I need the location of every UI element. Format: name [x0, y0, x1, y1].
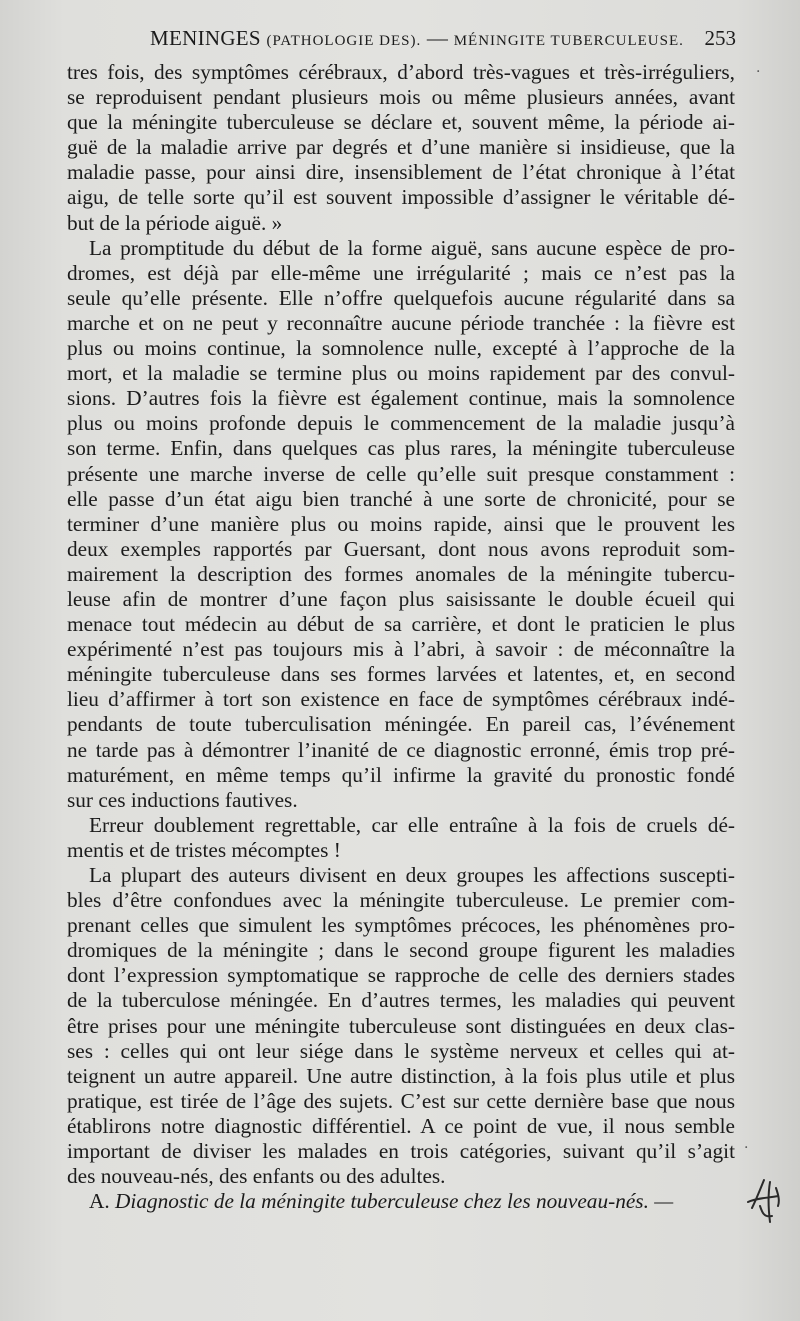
text-line: ne tarde pas à démontrer l’inanité de ce diagnostic erronné, émis trop pré-: [67, 737, 735, 762]
text-line: se reproduisent pendant plusieurs mois ou même plusieurs années, avant: [67, 85, 735, 110]
text-line: son terme. Enfin, dans quelques cas plus rares, la méningite tuberculeuse: [67, 436, 735, 461]
text-line: aigu, de telle sorte qu’il est souvent impossible d’assigner le véritable dé-: [67, 185, 735, 210]
text-line: marche et on ne peut y reconnaître aucune période tranchée : la fièvre est: [67, 310, 735, 335]
text-line: maturément, en même temps qu’il infirme la gravité du pronostic fondé: [67, 762, 735, 787]
margin-speck: ·: [756, 64, 761, 80]
text-line: plus ou moins continue, la somnolence nulle, excepté à l’approche de la: [67, 336, 735, 361]
text-line: mort, et la maladie se termine plus ou moins rapidement par des convul-: [67, 361, 735, 386]
text-line: mairement la description des formes anomales de la méningite tubercu-: [67, 561, 735, 586]
margin-speck: ·: [744, 1140, 749, 1156]
text-line: dromes, est déjà par elle-même une irrégularité ; mais ce n’est pas la: [67, 260, 735, 285]
text-line: pendants de toute tuberculisation méningée. En pareil cas, l’événement: [67, 712, 735, 737]
page-number: 253: [704, 26, 736, 50]
text-line: dromiques de la méningite ; dans le second groupe figurent les maladies: [67, 938, 735, 963]
section-heading: [67, 1189, 735, 1214]
section-heading-text: Diagnostic de la méningite tuberculeuse chez les nouveau-nés. —: [115, 1189, 674, 1214]
header-title-sub: (PATHOLOGIE DES).: [266, 33, 422, 49]
text-line: expérimenté n’est pas toujours mis à l’abri, à savoir : de méconnaître la: [67, 637, 735, 662]
text-line: que la méningite tuberculeuse se déclare et, souvent même, la période ai-: [67, 110, 735, 135]
body-text: [67, 60, 735, 1214]
text-line: plus ou moins profonde depuis le commencement de la maladie jusqu’à: [67, 411, 735, 436]
text-line: mentis et de tristes mécomptes !: [67, 837, 341, 862]
text-line: terminer d’une manière plus ou moins rapide, ainsi que le prouvent les: [67, 511, 735, 536]
text-line: sions. D’autres fois la fièvre est également continue, mais la somnolence: [67, 386, 735, 411]
text-line: prenant celles que simulent les symptômes précoces, les phénomènes pro-: [67, 913, 735, 938]
text-line: Erreur doublement regrettable, car elle entraîne à la fois de cruels dé-: [89, 812, 735, 837]
text-line: important de diviser les malades en trois catégories, suivant qu’il s’agit: [67, 1139, 735, 1164]
text-line: de la tuberculose méningée. En d’autres termes, les maladies qui peuvent: [67, 988, 735, 1013]
text-line: but de la période aiguë. »: [67, 210, 283, 235]
text-line: méningite tuberculeuse dans ses formes larvées et latentes, et, en second: [67, 662, 735, 687]
text-line: dont l’expression symptomatique se rapproche de celle des derniers stades: [67, 963, 735, 988]
text-line: deux exemples rapportés par Guersant, dont nous avons reproduit som-: [67, 536, 735, 561]
text-line: maladie passe, pour ainsi dire, insensiblement de l’état chronique à l’état: [67, 160, 735, 185]
text-line: pratique, est tirée de l’âge des sujets. C’est sur cette dernière base que nous: [67, 1088, 735, 1113]
section-heading-label: A.: [89, 1189, 110, 1214]
header-title-topic: MÉNINGITE TUBERCULEUSE.: [453, 33, 684, 49]
running-header: [150, 26, 736, 56]
text-line: teignent un autre appareil. Une autre distinction, à la fois plus utile et plus: [67, 1063, 735, 1088]
text-line: bles d’être confondues avec la méningite tuberculeuse. Le premier com-: [67, 888, 735, 913]
text-line: être prises pour une méningite tuberculeuse sont distinguées en deux clas-: [67, 1013, 735, 1038]
header-title: [150, 26, 684, 51]
header-title-main: MENINGES: [150, 26, 261, 50]
text-line: menace tout médecin au début de sa carrière, et dont le praticien le plus: [67, 612, 735, 637]
text-line: ses : celles qui ont leur siége dans le système nerveux et celles qui at-: [67, 1038, 735, 1063]
text-line: guë de la maladie arrive par degrés et d’une manière si insidieuse, que la: [67, 135, 735, 160]
text-line: leuse afin de montrer d’une façon plus saisissante le double écueil qui: [67, 586, 735, 611]
text-line: elle passe d’un état aigu bien tranché à une sorte de chronicité, pour se: [67, 486, 735, 511]
text-line: sur ces inductions fautives.: [67, 787, 298, 812]
text-line: présente une marche inverse de celle qu’elle suit presque constamment :: [67, 461, 735, 486]
text-line: établirons notre diagnostic différentiel. A ce point de vue, il nous semble: [67, 1113, 735, 1138]
text-line: La plupart des auteurs divisent en deux groupes les affections suscepti-: [89, 863, 735, 887]
text-line: des nouveau-nés, des enfants ou des adultes.: [67, 1164, 446, 1189]
text-line: lieu d’affirmer à tort son existence en face de symptômes cérébraux indé-: [67, 687, 735, 712]
text-line: seule qu’elle présente. Elle n’offre quelquefois aucune régularité dans sa: [67, 285, 735, 310]
handwritten-mark-icon: [742, 1176, 786, 1228]
text-line: tres fois, des symptômes cérébraux, d’abord très-vagues et très-irréguliers,: [67, 60, 735, 84]
header-title-separator: —: [426, 26, 449, 50]
text-line: La promptitude du début de la forme aiguë, sans aucune espèce de pro-: [89, 235, 735, 260]
